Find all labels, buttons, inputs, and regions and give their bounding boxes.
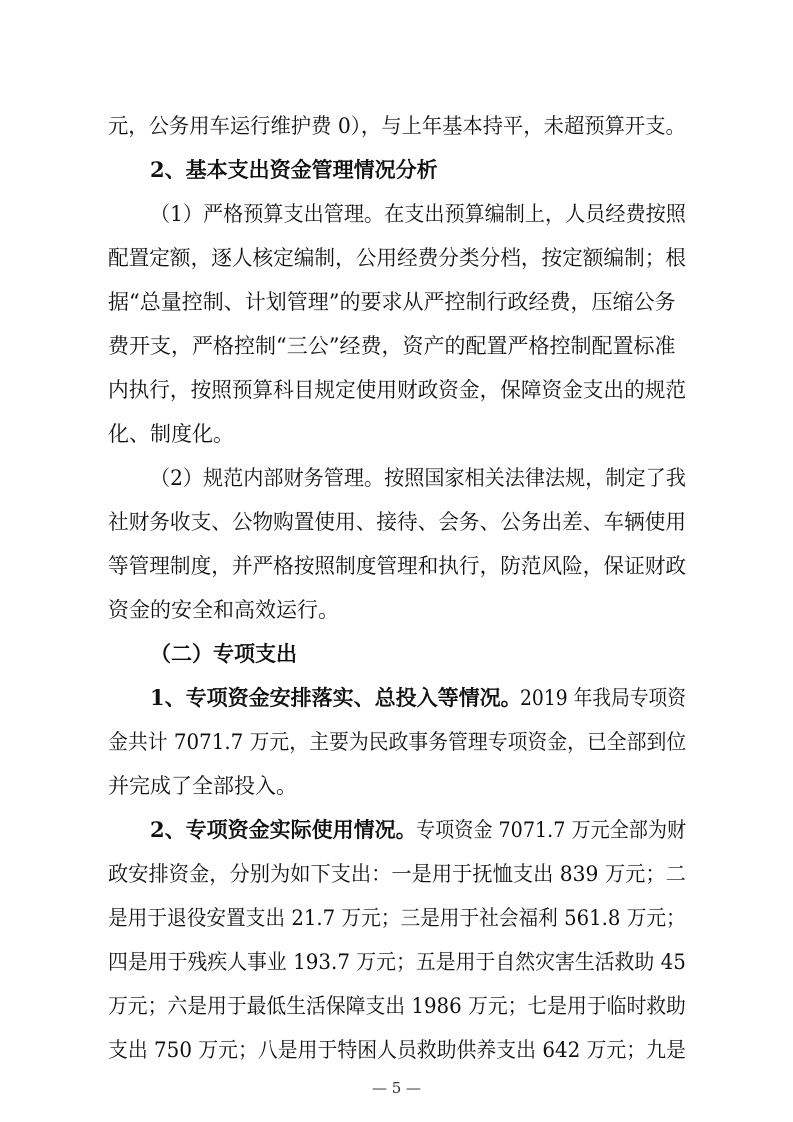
text-line <box>0 1030 793 1070</box>
text-span: （二）专项支出 <box>150 641 297 666</box>
text-line <box>0 238 793 278</box>
section-heading <box>0 150 793 190</box>
text-line <box>0 326 793 366</box>
text-line <box>0 194 793 234</box>
text-span: 元，公务用车运行维护费 0），与上年基本持平，未超预算开支。 <box>108 114 686 138</box>
text-span: 2019 年我局专项资 <box>520 686 687 710</box>
text-line <box>0 106 793 146</box>
text-span: 专项资金 7071.7 万元全部为财 <box>416 818 687 842</box>
text-line <box>0 502 793 542</box>
text-span: 配置定额，逐人核定编制，公用经费分类分档，按定额编制；根 <box>108 246 687 270</box>
text-line <box>0 590 793 630</box>
text-span: 据“总量控制、计划管理”的要求从严控制行政经费，压缩公务 <box>108 290 676 314</box>
text-line <box>0 942 793 982</box>
text-span: （2）规范内部财务管理。按照国家相关法律法规，制定了我 <box>150 466 686 490</box>
inline-heading: 1、专项资金安排落实、总投入等情况。 <box>150 685 522 710</box>
text-span: 万元；六是用于最低生活保障支出 1986 万元；七是用于临时救助 <box>108 994 686 1018</box>
page-number: — 5 — <box>371 1079 422 1097</box>
text-line <box>0 414 793 454</box>
text-span: 2、基本支出资金管理情况分析 <box>150 157 438 182</box>
text-line <box>0 898 793 938</box>
text-span: 等管理制度，并严格按照制度管理和执行，防范风险，保证财政 <box>108 554 687 578</box>
text-line <box>0 678 793 718</box>
text-span: 金共计 7071.7 万元，主要为民政事务管理专项资金，已全部到位 <box>108 730 687 754</box>
text-line <box>0 854 793 894</box>
text-span: 资金的安全和高效运行。 <box>108 598 339 622</box>
text-line <box>0 458 793 498</box>
text-line <box>0 370 793 410</box>
text-span: 政安排资金，分别为如下支出：一是用于抚恤支出 839 万元；二 <box>108 862 686 886</box>
text-span: （1）严格预算支出管理。在支出预算编制上，人员经费按照 <box>150 202 686 226</box>
text-line <box>0 810 793 850</box>
text-span: 化、制度化。 <box>108 422 234 446</box>
text-line <box>0 986 793 1026</box>
text-span: 四是用于残疾人事业 193.7 万元；五是用于自然灾害生活救助 45 <box>108 950 686 974</box>
text-span: 内执行，按照预算科目规定使用财政资金，保障资金支出的规范 <box>108 378 687 402</box>
text-line <box>0 766 793 806</box>
text-span: 支出 750 万元；八是用于特困人员救助供养支出 642 万元；九是 <box>108 1038 686 1062</box>
text-line <box>0 282 793 322</box>
text-span: 社财务收支、公物购置使用、接待、会务、公务出差、车辆使用 <box>108 510 687 534</box>
text-span: 是用于退役安置支出 21.7 万元；三是用于社会福利 561.8 万元； <box>108 906 686 930</box>
text-line <box>0 546 793 586</box>
inline-heading: 2、专项资金实际使用情况。 <box>150 817 417 842</box>
text-span: 费开支，严格控制“三公”经费，资产的配置严格控制配置标准 <box>108 334 676 358</box>
section-heading <box>0 634 793 674</box>
text-span: 并完成了全部投入。 <box>108 774 297 798</box>
text-line <box>0 722 793 762</box>
